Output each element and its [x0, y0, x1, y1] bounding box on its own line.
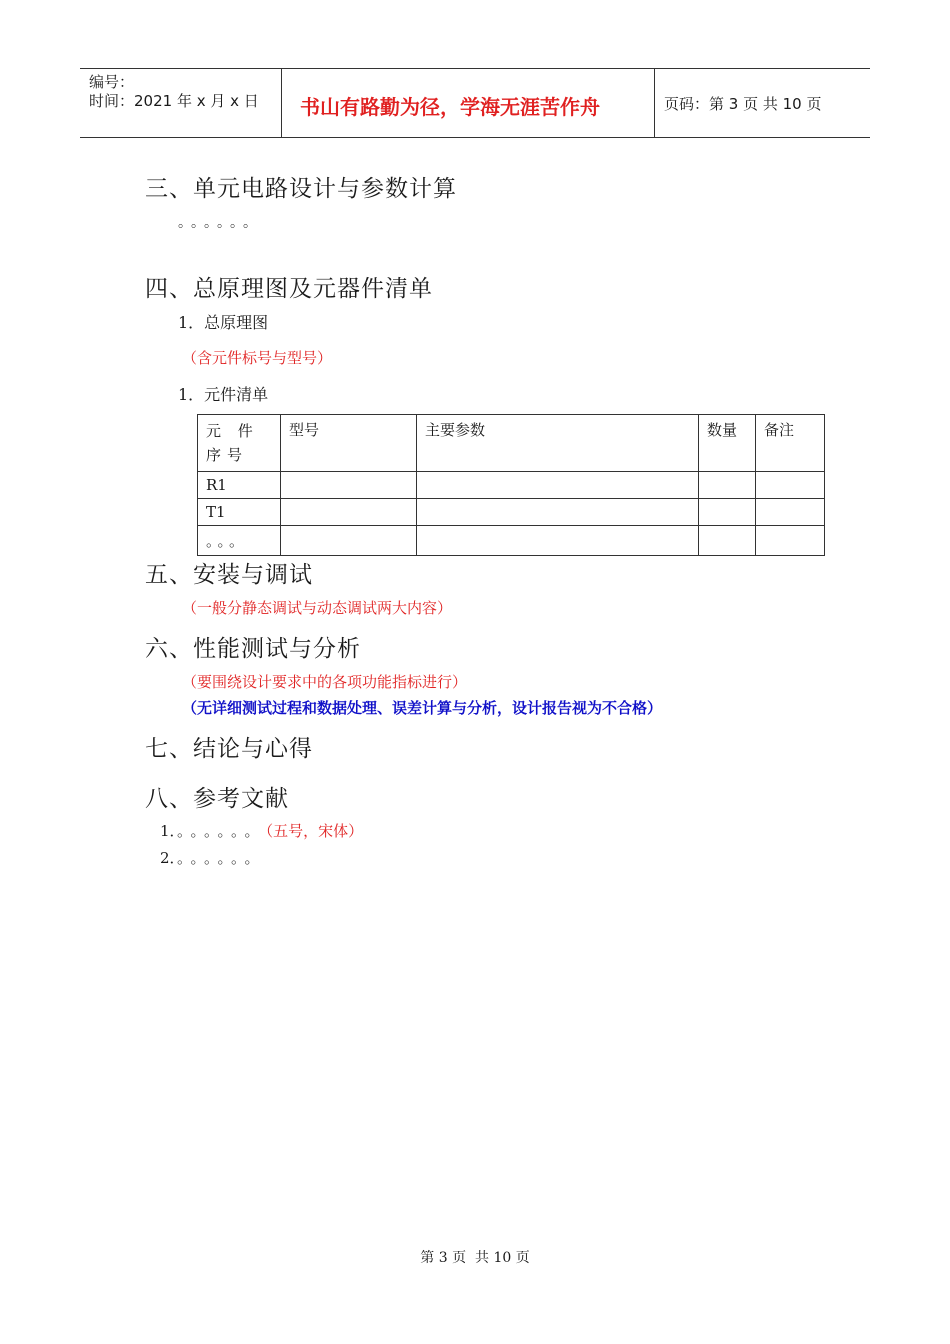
- table-cell: [699, 472, 756, 499]
- table-header-cell: 备注: [756, 415, 825, 472]
- table-header-cell: 主要参数: [417, 415, 699, 472]
- table-cell: [281, 472, 417, 499]
- page-header: [80, 68, 870, 138]
- section-8-title: 八、参考文献: [145, 786, 289, 812]
- table-row: [198, 472, 825, 499]
- table-header-row: [198, 415, 825, 472]
- section-6-title: 六、性能测试与分析: [145, 636, 361, 662]
- section-4-title: 四、总原理图及元器件清单: [145, 276, 433, 302]
- reference-item: [160, 820, 363, 841]
- section-5-title: 五、安装与调试: [145, 562, 313, 588]
- reference-note: （五号，宋体）: [265, 822, 364, 840]
- reference-placeholder: 。。。。。。: [177, 849, 266, 867]
- table-cell: [281, 526, 417, 556]
- header-motto: 书山有路勤为径，学海无涯苦作舟: [300, 95, 600, 119]
- schematic-heading: 1．总原理图: [178, 313, 269, 332]
- section-5-note: （一般分静态调试与动态调试两大内容）: [182, 599, 453, 617]
- header-divider: [654, 69, 655, 137]
- section-6-warning: （无详细测试过程和数据处理、误差计算与分析，设计报告视为不合格）: [182, 699, 663, 717]
- section-3-placeholder: 。。。。。。: [178, 215, 263, 231]
- reference-number: 2．: [160, 849, 178, 867]
- doc-time-label: 时间：2021 年 x 月 x 日: [89, 92, 259, 110]
- table-cell: R1: [198, 472, 281, 499]
- table-cell: [281, 499, 417, 526]
- table-row: [198, 499, 825, 526]
- table-header-cell: 数量: [699, 415, 756, 472]
- section-3-title: 三、单元电路设计与参数计算: [145, 176, 457, 202]
- section-7-title: 七、结论与心得: [145, 736, 313, 762]
- schematic-note: （含元件标号与型号）: [182, 349, 333, 367]
- table-header-cell: 型号: [281, 415, 417, 472]
- table-cell: [417, 499, 699, 526]
- header-divider: [281, 69, 282, 137]
- table-row: [198, 526, 825, 556]
- table-cell: [417, 526, 699, 556]
- section-6-note: （要围绕设计要求中的各项功能指标进行）: [182, 673, 468, 691]
- table-cell: 。。。: [198, 526, 281, 556]
- reference-placeholder: 。。。。。。: [177, 822, 266, 840]
- page-footer: 第 3 页 共 10 页: [420, 1250, 530, 1266]
- table-cell: [756, 472, 825, 499]
- table-cell: [699, 526, 756, 556]
- component-table: [197, 414, 825, 556]
- table-cell: [699, 499, 756, 526]
- doc-number-label: 编号：: [89, 73, 135, 91]
- table-header-cell: 元 件 序号: [198, 415, 281, 472]
- header-page-info: 页码：第 3 页 共 10 页: [664, 95, 822, 113]
- table-cell: [417, 472, 699, 499]
- table-cell: T1: [198, 499, 281, 526]
- component-list-heading: 1．元件清单: [178, 385, 269, 404]
- table-cell: [756, 526, 825, 556]
- reference-item: [160, 847, 266, 868]
- table-cell: [756, 499, 825, 526]
- reference-number: 1．: [160, 822, 178, 840]
